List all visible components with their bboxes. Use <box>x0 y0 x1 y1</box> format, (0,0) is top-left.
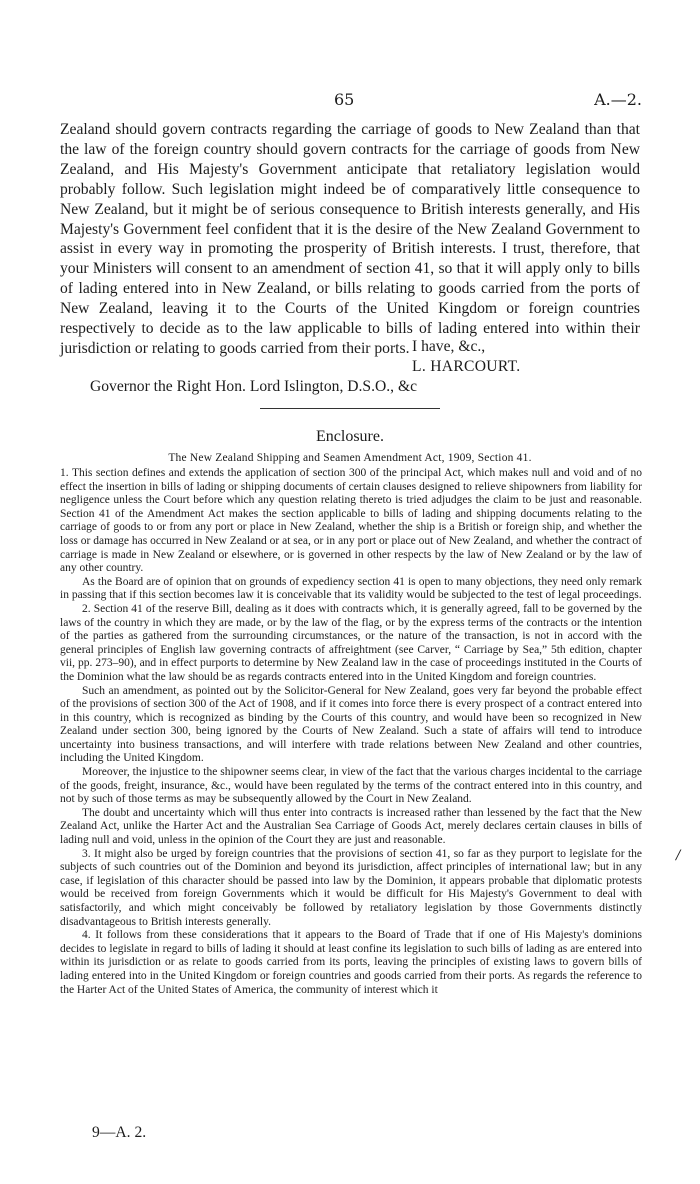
signature-reference: 9—A. 2. <box>92 1124 147 1141</box>
enclosure-subtitle: The New Zealand Shipping and Seamen Amendment Act, 1909, Section 41. <box>168 452 532 464</box>
enclosure-title: Enclosure. <box>316 428 384 445</box>
enclosure-paragraph-4: Such an amendment, as pointed out by the Solicitor-General for New Zealand, goes very far beyond the probable effect of the provisions of section 300 of the Act of 1908, and if it comes into force there is every prospect of a contract entered into in this country, which is recognized as binding by the Courts of this country, and would have been so recognized in New Zealand under section 300, being ignored by the Courts of New Zealand. Such a state of affairs will tend to introduce uncertainty into business transactions, and will interfere with trade relations between New Zealand and other countries, including the United Kingdom. <box>60 684 642 765</box>
document-reference: A.—2. <box>594 90 642 109</box>
letter-paragraph: Zealand should govern contracts regarding the carriage of goods to New Zealand than that the law of the foreign country should govern contracts for the carriage of goods from New Zealand, and His Majesty's Government anticipate that retaliatory legislation would probably follow. Such legislation might indeed be of comparatively little consequence to New Zealand, but it might be of serious consequence to British interests generally, and His Majesty's Government feel confident that it is the desire of the New Zealand Government to assist in every way in promoting the prosperity of British interests. I trust, therefore, that your Ministers will consent to an amendment of section 41, so that it will apply only to bills of lading entered into in New Zealand, or bills relating to goods carried from the ports of New Zealand, leaving it to the Courts of the United Kingdom or foreign countries respectively to decide as to the law applicable to bills of lading entered into within their jurisdiction or relating to goods carried from their ports. <box>60 121 640 357</box>
page-number: 65 <box>334 90 355 109</box>
enclosure-paragraph-7: 3. It might also be urged by foreign countries that the provisions of section 41, so far as they purport to legislate for the subjects of such countries out of the Dominion and beyond its jurisdiction, affect principles of international law; but in any case, if legislation of this character should be passed into law by the Dominion, it appears probable that diplomatic protests would be received from foreign Governments which it would be difficult for His Majesty's Government to deal with satisfactorily, and which might conceivably be followed by retaliatory legislation by those Governments distinctly disadvantageous to British interests generally. <box>60 847 642 928</box>
enclosure-paragraph-2: As the Board are of opinion that on grounds of expediency section 41 is open to many objections, they need only remark in passing that if this section becomes law it is conceivable that its validity would be subjected to the test of legal proceedings. <box>60 575 642 602</box>
enclosure-paragraph-8: 4. It follows from these considerations that it appears to the Board of Trade that if one of His Majesty's dominions decides to legislate in regard to bills of lading it should at least confine its legislation to such bills of lading as are entered into within its jurisdiction or as relate to goods carried from its ports, leaving the principles of existing laws to govern bills of lading entered into in the United Kingdom or foreign countries and goods carried from their ports. As regards the reference to the Harter Act of the United States of America, the community of interest which it <box>60 929 642 996</box>
enclosure-paragraph-5: Moreover, the injustice to the shipowner seems clear, in view of the fact that the various charges incidental to the carriage of the goods, freight, insurance, &c., would have been regulated by the terms of the contract entered into in this country, and not by such of those terms as may be subsequently allowed by the Court in New Zealand. <box>60 766 642 806</box>
enclosure-body <box>60 467 642 997</box>
enclosure-paragraph-6: The doubt and uncertainty which will thus enter into contracts is increased rather than lessened by the fact that the New Zealand Act, unlike the Harter Act and the Australian Sea Carriage of Goods Act, merely declares certain clauses in bills of lading null and void, unless in the opinion of the Court they are just and reasonable. <box>60 806 642 847</box>
letter-signature: L. HARCOURT. <box>412 358 521 375</box>
letter-addressee: Governor the Right Hon. Lord Islington, D.S.O., &c <box>90 378 418 395</box>
letter-closing: I have, &c., <box>412 338 486 355</box>
enclosure-paragraph-3: 2. Section 41 of the reserve Bill, dealing as it does with contracts which, it is generally agreed, fall to be governed by the laws of the country in which they are made, or by the law of the flag, or by the express terms of the contracts or the intention of the parties as gathered from the surrounding circumstances, or the nature of the transaction, is not in accord with the general principles of English law governing contracts of affreightment (see Carver, “ Carriage by Sea,” 5th edition, chapter vii, pp. 273–90), and in effect purports to determine by New Zealand law in the case of proceedings instituted in the Courts of the Dominion what the law should be as regards contracts entered into in the United Kingdom and foreign countries. <box>60 602 642 683</box>
section-divider <box>260 408 440 409</box>
letter-body <box>60 120 640 359</box>
margin-mark: / <box>676 848 681 863</box>
enclosure-paragraph-1: 1. This section defines and extends the application of section 300 of the principal Act, which makes null and void and of no effect the insertion in bills of lading or shipping documents of certain clauses designed to relieve shipowners from liability for negligence unless the Court before which any question relating thereto is tried adjudges the claim to be just and reasonable. Section 41 of the Amendment Act makes the section applicable to bills of lading and shipping documents relating to the carriage of goods to or from any port or place in New Zealand, whether the ship is a British or foreign ship, and whether the loss or damage has occurred in New Zealand or at sea, or in any port or place out of New Zealand, and whether the contract of carriage is made in New Zealand or elsewhere, or is governed in other respects by the law of New Zealand or by the law of any other country. <box>60 467 642 575</box>
